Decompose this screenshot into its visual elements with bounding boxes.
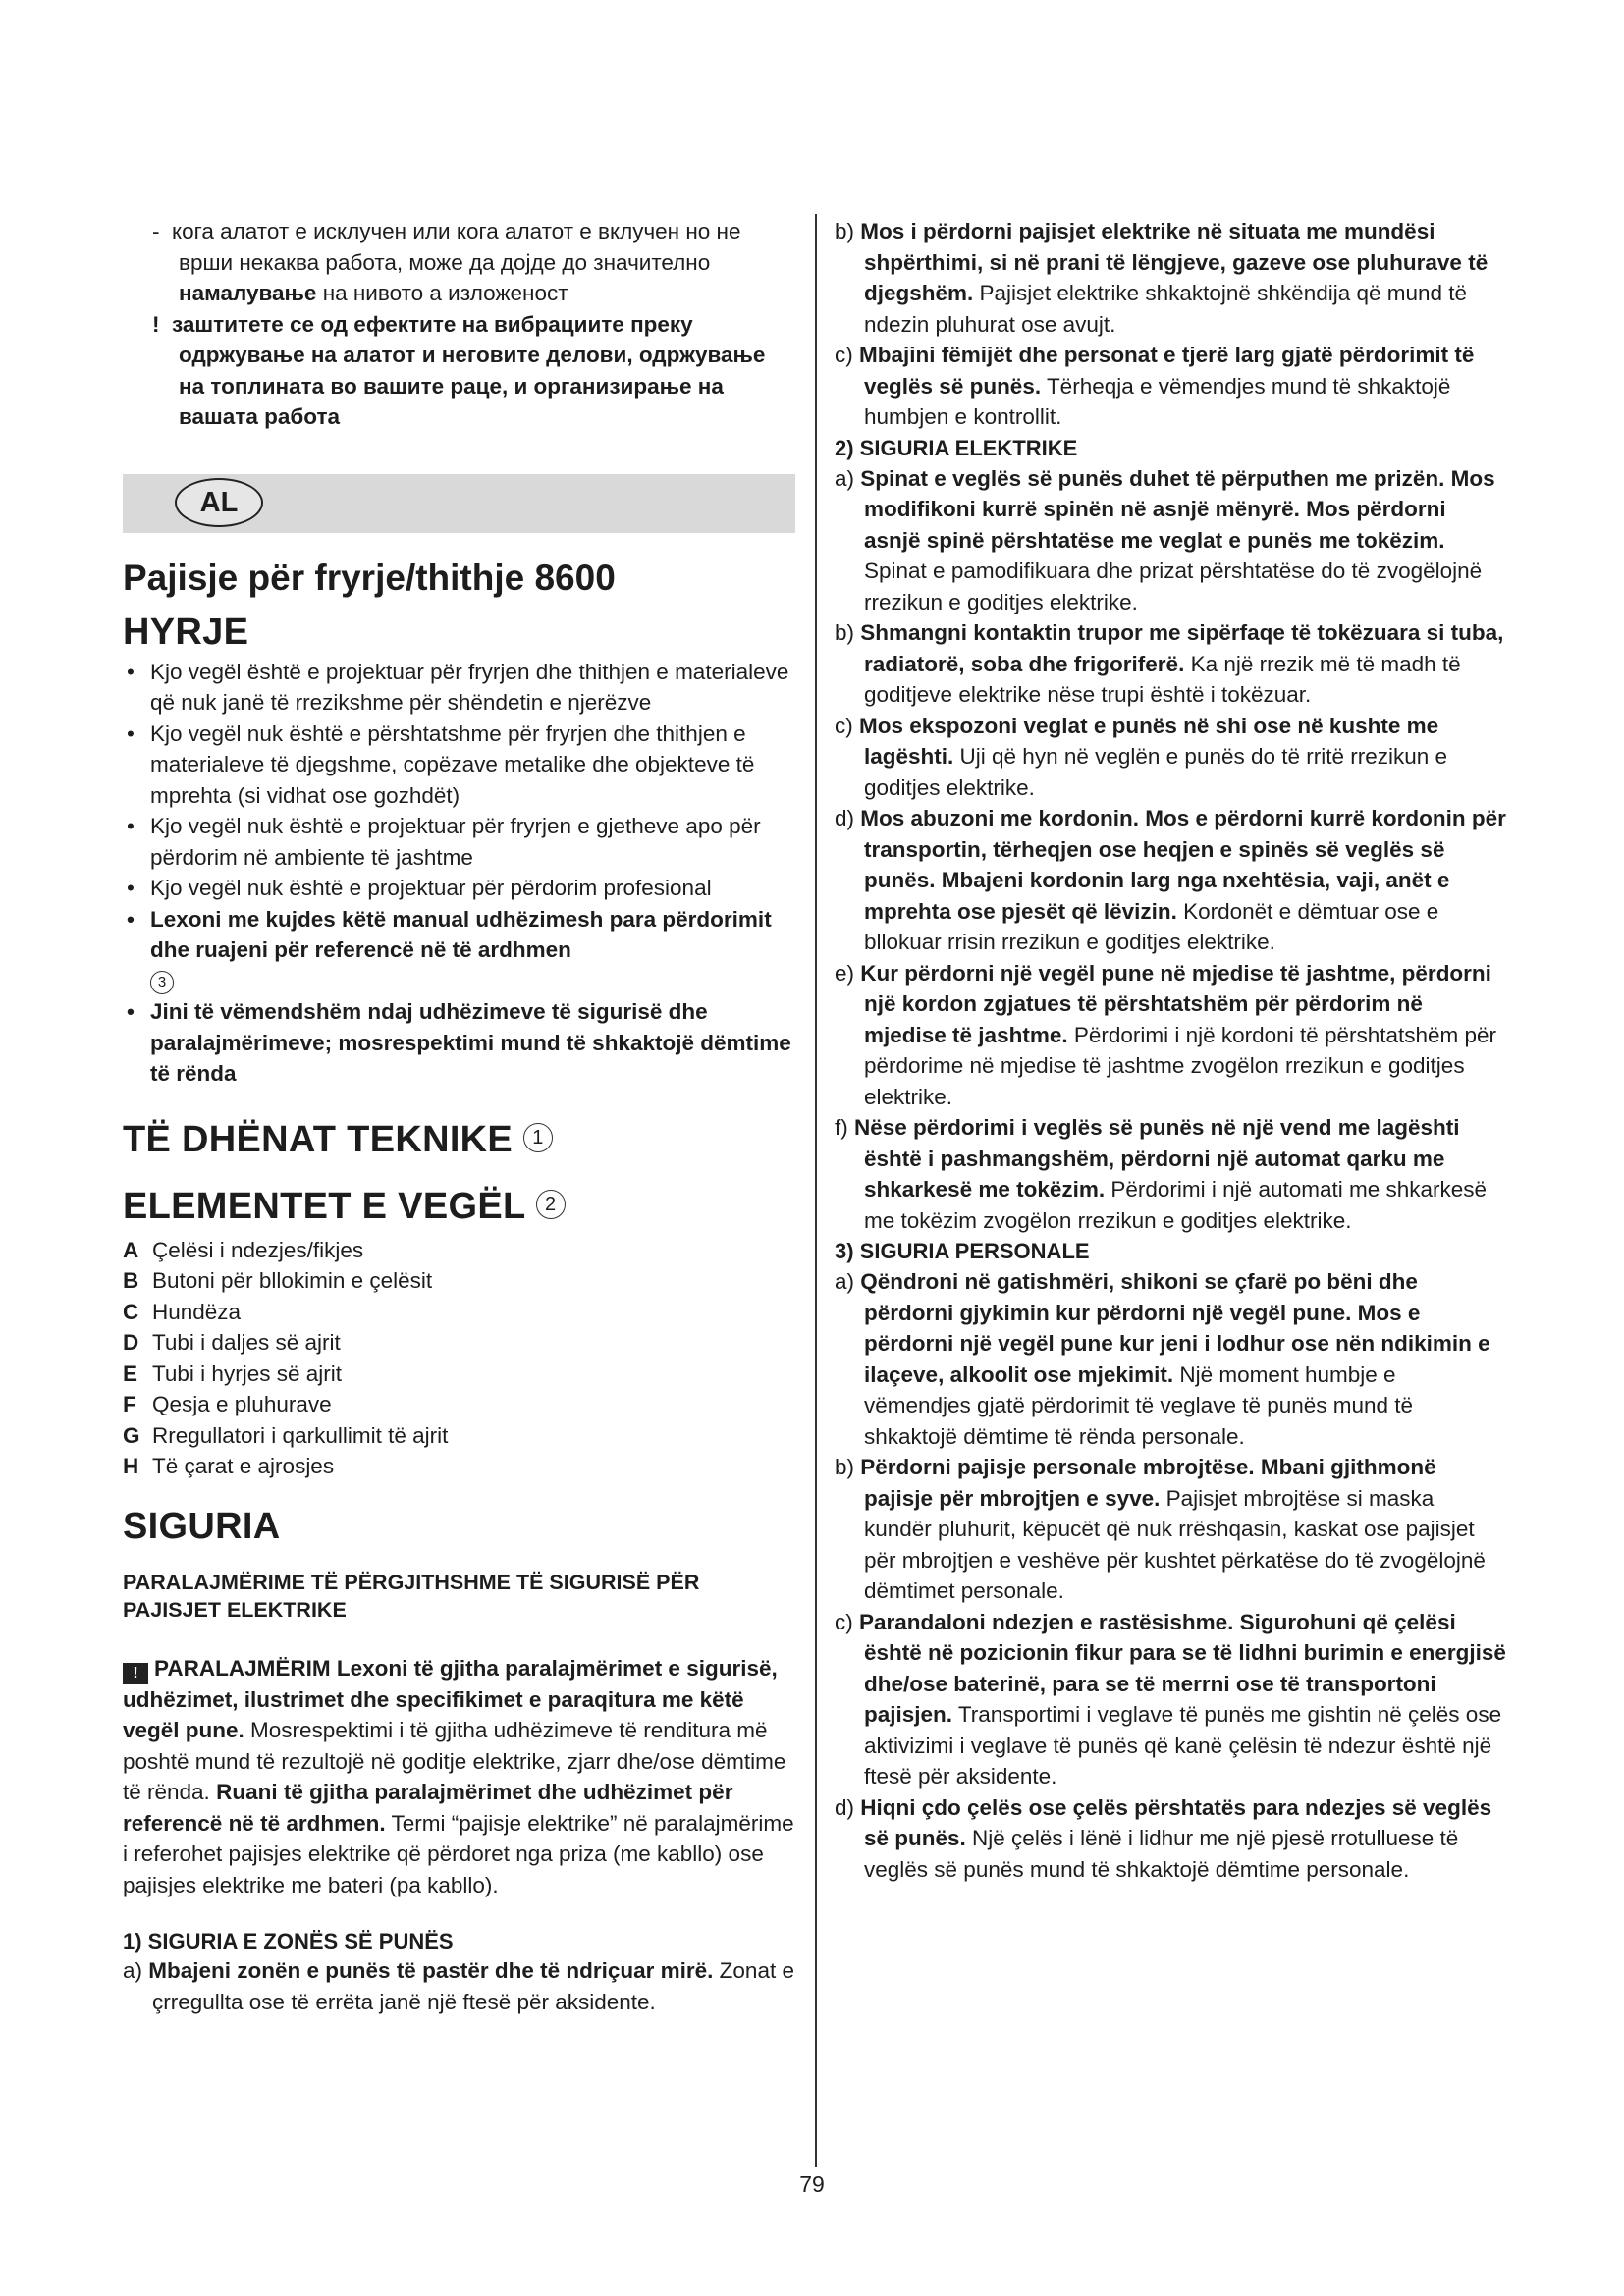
list-item: • Lexoni me kujdes këtë manual udhëzimesh para përdorimit dhe ruajeni për referencë në të ardhmen 3 — [123, 904, 795, 997]
hyrje-list — [123, 657, 795, 1090]
safety-item: c) Parandaloni ndezjen e rastësishme. Sigurohuni që çelësi është në pozicionin fikur para se të lidhni burimin e energjisë dhe/ose baterinë, para se të merrni ose të transportoni pajisjen. Transportimi i veglave të punës me gishtin në çelës ose aktivizimi i veglave të punës që kanë çelësin të ndezur është një ftesë për aksidente. — [835, 1609, 1506, 1789]
list-item: • Kjo vegël nuk është e projektuar për përdorim profesional — [127, 876, 712, 900]
general-warnings-heading: PARALAJMËRIME TË PËRGJITHSHME TË SIGURISË PËR PAJISJET ELEKTRIKE — [123, 1570, 700, 1622]
safety-item: b) Mos i përdorni pajisjet elektrike në situata me mundësi shpërthimi, si në prani të lëngjeve, gazeve ose pluhurave të djegshëm. Pajisjet elektrike shkaktojnë shkëndija që mund të ndezin pluhurat ose avujt. — [835, 219, 1489, 337]
parts-list — [123, 1235, 795, 1482]
list-item: A Çelësi i ndezjes/fikjes — [123, 1237, 364, 1262]
list-item: D Tubi i daljes së ajrit — [123, 1330, 341, 1355]
general-warning-paragraph: ! PARALAJMËRIM Lexoni të gjitha paralajmërimet e sigurisë, udhëzimet, ilustrimet dhe specifikimet e paraqitura me këtë vegël pune. Mosrespektimi i të gjitha udhëzimeve të renditura më poshtë mund të rezultojë në goditje elektrike, zjarr dhe/ose dëmtime të rënda. Ruani të gjitha paralajmërimet dhe udhëzimet për referencë në të ardhmen. Termi “pajisje elektrike” në paralajmërime i referohet pajisjes elektrike që përdoret nga priza (me kabllo) ose pajisjes elektrike me bateri (pa kabllo). — [123, 1655, 794, 1897]
safety-item: b) Përdorni pajisje personale mbrojtëse. Mbani gjithmonë pajisje për mbrojtjen e syve. Pajisjet mbrojtëse si maska kundër pluhurit, këpucët që nuk rrëshqasin, kaskat ose pajisjet për mbrojtjen e veshëve për kushtet përkatëse do të zvogëlojnë dëmtimet personale. — [835, 1455, 1486, 1603]
document-title: Pajisje për fryrje/thithje 8600 — [123, 557, 616, 598]
figure-ref-2: 2 — [536, 1190, 566, 1219]
intro-warning-paragraph: ! заштитете се од ефектите на вибрациите преку одржување на алатот и неговите делови, одржување на топлината во вашите раце, и организирање на вашата работа — [152, 311, 766, 429]
siguria-heading: SIGURIA — [123, 1505, 281, 1547]
list-item: E Tubi i hyrjes së ajrit — [123, 1361, 342, 1386]
safety-item: a) Qëndroni në gatishmëri, shikoni se çfarë po bëni dhe përdorni gjykimin kur përdorni një vegël pune. Mos e përdorni një vegël pune kur jeni i lodhur ose nën ndikimin e ilaçeve, alkoolit ose mjekimit. Një moment humbje e vëmendjes gjatë përdorimit të veglave të punës mund të shkaktojë dëmtime të rënda personale. — [835, 1269, 1490, 1449]
safety-item: d) Hiqni çdo çelës ose çelës përshtatës para ndezjes së veglës së punës. Një çelës i lënë i lidhur me një pjesë rrotulluese të veglës së punës mund të shkaktojë dëmtime personale. — [835, 1794, 1492, 1882]
safety-item: c) Mbajini fëmijët dhe personat e tjerë larg gjatë përdorimit të veglës së punës. Tërheqja e vëmendjes mund të shkaktojë humbjen e kontrollit. — [835, 343, 1475, 429]
list-item: • Kjo vegël është e projektuar për fryrjen dhe thithjen e materialeve që nuk janë të rrezikshme për shëndetin e njerëzve — [127, 659, 789, 715]
elements-heading: ELEMENTET E VEGËL 2 — [123, 1182, 795, 1231]
safety-item: a) Spinat e veglës së punës duhet të përputhen me prizën. Mos modifikoni kurrë spinën në asnjë mënyrë. Mos përdorni asnjë spinë përshtatëse me veglat e punës me tokëzim. Spinat e pamodifikuara dhe prizat përshtatëse do të zvogëlojnë rrezikun e goditjes elektrike. — [835, 465, 1495, 614]
page-number: 79 — [799, 2171, 825, 2197]
safety-item: b) Shmangni kontaktin trupor me sipërfaqe të tokëzuara si tuba, radiatorë, soba dhe frigoriferë. Ka një rrezik më të madh të goditjeve elektrike nëse trupi është i tokëzuar. — [835, 620, 1504, 707]
list-item: B Butoni për bllokimin e çelësit — [123, 1268, 433, 1293]
warning-icon: ! — [123, 1663, 148, 1684]
list-item: H Të çarat e ajrosjes — [123, 1454, 335, 1478]
list-item: • Kjo vegël nuk është e përshtatshme për fryrjen dhe thithjen e materialeve të djegshme, copëzave metalike dhe objekteve të mprehta (si vidhat ose gozhdët) — [127, 721, 755, 808]
language-badge: AL — [175, 478, 263, 527]
hyrje-heading: HYRJE — [123, 611, 249, 653]
figure-ref-3: 3 — [150, 971, 174, 994]
personal-safety-heading: 3) SIGURIA PERSONALE — [835, 1239, 1090, 1263]
safety-item: d) Mos abuzoni me kordonin. Mos e përdorni kurrë kordonin për transportin, tërheqjen ose heqjen e spinës së veglës së punës. Mbajeni kordonin larg nga nxehtësia, vaji, anët e mprehta ose pjesët që lëvizin. Kordonët e dëmtuar ose e bllokuar rrisin rrezikun e goditjes elektrike. — [835, 806, 1506, 954]
work-area-item-a: a) Mbajeni zonën e punës të pastër dhe të ndriçuar mirë. Zonat e çrregullta ose të errëta janë një ftesë për aksidente. — [123, 1958, 794, 2014]
column-divider — [815, 214, 817, 2167]
language-bar — [123, 474, 795, 533]
list-item: F Qesja e pluhurave — [123, 1392, 332, 1416]
safety-item: c) Mos ekspozoni veglat e punës në shi ose në kushte me lagështi. Uji që hyn në veglën e punës do të rritë rrezikun e goditjes elektrike. — [835, 713, 1448, 800]
safety-item: f) Nëse përdorimi i veglës së punës në një vend me lagështi është i pashmangshëm, përdorni një automat qarku me shkarkesë me tokëzim. Përdorimi i një automati me shkarkesë me tokëzim zvogëlon rrezikun e goditjes elektrike. — [835, 1115, 1488, 1233]
tech-data-heading: TË DHËNAT TEKNIKE 1 — [123, 1115, 795, 1164]
list-item: • Kjo vegël nuk është e projektuar për fryrjen e gjetheve apo për përdorim në ambiente të jashtme — [127, 814, 761, 870]
work-area-heading: 1) SIGURIA E ZONËS SË PUNËS — [123, 1929, 454, 1953]
electrical-safety-heading: 2) SIGURIA ELEKTRIKE — [835, 435, 1078, 460]
list-item: • Jini të vëmendshëm ndaj udhëzimeve të sigurisë dhe paralajmërimeve; mosrespektimi mund të shkaktojë dëmtime të rënda — [127, 999, 791, 1086]
safety-item: e) Kur përdorni një vegël pune në mjedise të jashtme, përdorni një kordon zgjatues të përshtatshëm për përdorim në mjedise të jashtme. Përdorimi i një kordoni të përshtatshëm për përdorime në mjedise të jashtme zvogëlon rrezikun e goditjes elektrike. — [835, 960, 1497, 1109]
list-item: G Rregullatori i qarkullimit të ajrit — [123, 1422, 449, 1448]
right-column — [835, 216, 1507, 1885]
intro-dash-paragraph: - кога алатот е исклучен или кога алатот е вклучен но не врши некаква работа, може да дојде до значително намалување на нивото а изложеност — [152, 219, 741, 305]
list-item: C Hundëza — [123, 1299, 242, 1324]
figure-ref-1: 1 — [523, 1123, 553, 1152]
left-column — [123, 216, 795, 2017]
